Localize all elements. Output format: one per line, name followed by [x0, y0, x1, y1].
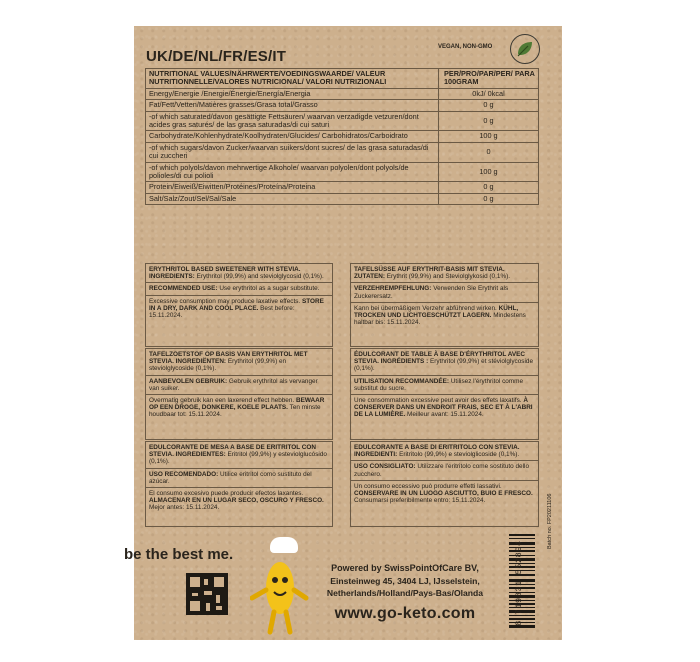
- mascot-image: [250, 548, 310, 638]
- panel-french: [350, 348, 539, 440]
- nutrition-label: Carbohydrate/Kohlenhydrate/Koolhydraten/Glucides/ Carbohidratos/Carboidrato: [146, 131, 439, 142]
- panel-italian: [350, 441, 539, 527]
- nutrition-value: 0 g: [439, 111, 539, 131]
- nutrition-row: [146, 100, 539, 111]
- manufacturer-country: Netherlands/Holland/Pays-Bas/Olanda: [326, 588, 484, 598]
- nutrition-label: -of which polyols/davon mehrwertige Alkohole/ waarvan polyolen/dont polyols/de polioles/di cui polioli: [146, 162, 439, 182]
- barcode-number: 8 719831 552894: [514, 540, 524, 626]
- panel-warning: Un consumo eccessivo può produrre effetti lassativi. CONSERVARE IN UN LUOGO ASCIUTTO, BUIO E FRESCO. Consumarsi preferibilmente entro: 15.11.2024.: [354, 482, 533, 505]
- panel-description: ERYTHRITOL BASED SWEETENER WITH STEVIA. INGREDIENTS: Erythritol (99,9%) and steviolglycosid (0,1%).: [146, 264, 332, 283]
- nutrition-row: [146, 88, 539, 99]
- batch-number: Batch no. FP20211106: [547, 493, 553, 549]
- nutrition-label: Fat/Fett/Vetten/Matières grasses/Grasa total/Grasso: [146, 100, 439, 111]
- panel-warning: Kann bei übermäßigem Verzehr abführend wirken. KÜHL, TROCKEN UND LICHTGESCHÜTZT LAGERN. Mindestens haltbar bis: 15.11.2024.: [354, 304, 526, 327]
- nutrition-row: [146, 182, 539, 193]
- nutrition-value: 100 g: [439, 162, 539, 182]
- panel-english: [145, 263, 333, 347]
- qr-code-icon: [186, 573, 228, 615]
- languages-heading: UK/DE/NL/FR/ES/IT: [146, 48, 287, 65]
- panel-usage: AANBEVOLEN GEBRUIK: Gebruik erythritol als vervanger van suiker.: [146, 376, 332, 395]
- powered-by: Powered by SwissPointOfCare BV,: [331, 563, 479, 573]
- nutrition-label: Protein/Eiweiß/Eiwitten/Protéines/Proteína/Proteina: [146, 182, 439, 193]
- nutrition-label: -of which saturated/davon gesättigte Fettsäuren/ waarvan verzadigde vetzuren/dont acides gras saturés/ de las grasa saturadas/di cui saturi: [146, 111, 439, 131]
- manufacturer-address: Einsteinweg 45, 3404 LJ, IJsselstein,: [330, 575, 480, 586]
- slogan: be the best me.: [124, 546, 234, 563]
- panel-description: TAFELSÜSSE AUF ERYTHRIT-BASIS MIT STEVIA. ZUTATEN: Erythrit (99,9%) and Steviolglykosid (0,1%).: [351, 264, 538, 283]
- panel-usage: USO CONSIGLIATO: Utilizzare l'eritritolo come sostituto dello zucchero.: [351, 461, 538, 480]
- nutrition-row: [146, 131, 539, 142]
- panel-dutch: [145, 348, 333, 440]
- panel-german: [350, 263, 539, 347]
- nutrition-row: [146, 162, 539, 182]
- panel-description: EDULCORANTE DE MESA A BASE DE ERITRITOL CON STEVIA. INGREDIENTES: Eritritol (99,9%) y esteviolglucósido (0,1%).: [146, 442, 332, 469]
- nutrition-header-row: [146, 69, 539, 89]
- nutrition-label: Energy/Energie /Energie/Énergie/Energía/Energia: [146, 88, 439, 99]
- nutrition-value: 0kJ/ 0kcal: [439, 88, 539, 99]
- panel-warning: Overmatig gebruik kan een laxerend effect hebben. BEWAAR OP EEN DROGE, DONKERE, KOELE PLAATS. Ten minste houdbaar tot: 15.11.2024.: [149, 397, 325, 419]
- panel-description: EDULCORANTE A BASE DI ERITRITOLO CON STEVIA. INGREDIENTI: Eritritolo (99,9%) e steviolglicoside (0,1%).: [351, 442, 538, 461]
- panel-usage: USO RECOMENDADO: Utilice eritritol como sustituto del azúcar.: [146, 469, 332, 488]
- barcode: [503, 534, 539, 630]
- panel-description: TAFELZOETSTOF OP BASIS VAN ERYTHRITOL MET STEVIA. INGREDIËNTEN: Erythritol (99,9%) en steviolglycoside (0,1%).: [146, 349, 332, 376]
- panel-warning: Une consommation excessive peut avoir des effets laxatifs. À CONSERVER DANS UN ENDROIT FRAIS, SEC ET À L'ABRI DE LA LUMIÈRE. Meilleur avant: 15.11.2024.: [354, 397, 533, 419]
- nutrition-label: Salt/Salz/Zout/Sel/Sal/Sale: [146, 193, 439, 204]
- nutrition-row: [146, 193, 539, 204]
- nutrition-value: 0: [439, 142, 539, 162]
- nutrition-table: [145, 68, 539, 205]
- nutrition-header-label: NUTRITIONAL VALUES/NÄHRWERTE/VOEDINGSWAARDE/ VALEUR NUTRITIONNELLE/VALORES NUTRICIONAL/ VALORI NUTRIZIONALI: [146, 69, 439, 89]
- panel-spanish: [145, 441, 333, 527]
- panel-warning: El consumo excesivo puede producir efectos laxantes. ALMACENAR EN UN LUGAR SECO, OSCURO Y FRESCO. Mejor antes: 15.11.2024.: [149, 490, 324, 512]
- panel-usage: UTILISATION RECOMMANDÉE: Utilisez l'érythritol comme substitut du sucre.: [351, 376, 538, 395]
- panel-warning: Excessive consumption may produce laxative effects. STORE IN A DRY, DARK AND COOL PLACE. Best before: 15.11.2024.: [149, 297, 324, 320]
- nutrition-row: [146, 111, 539, 131]
- nutrition-value: 0 g: [439, 182, 539, 193]
- panel-description: ÉDULCORANT DE TABLE À BASE D'ÉRYTHRITOL AVEC STEVIA. INGRÉDIENTS : Erythritol (99,9%) et stéviolglycoside (0,1%).: [351, 349, 538, 376]
- nutrition-value: 0 g: [439, 100, 539, 111]
- vegan-badge: VEGAN, NON-GMO: [438, 44, 493, 50]
- website-link[interactable]: www.go-keto.com: [334, 605, 476, 622]
- manufacturer-info: [320, 562, 490, 600]
- panel-usage: VERZEHREMPFEHLUNG: Verwenden Sie Erythrit als Zuckerersatz.: [351, 283, 538, 302]
- leaf-icon: [510, 34, 540, 64]
- nutrition-label: -of which sugars/davon Zucker/waarvan suikers/dont sucres/ de las grasa saturadas/di cui zuccheri: [146, 142, 439, 162]
- nutrition-value: 100 g: [439, 131, 539, 142]
- nutrition-header-value: PER/PRO/PAR/PER/ PARA 100GRAM: [439, 69, 539, 89]
- nutrition-value: 0 g: [439, 193, 539, 204]
- panel-usage: RECOMMENDED USE: Use erythritol as a sugar substitute.: [146, 283, 332, 295]
- nutrition-row: [146, 142, 539, 162]
